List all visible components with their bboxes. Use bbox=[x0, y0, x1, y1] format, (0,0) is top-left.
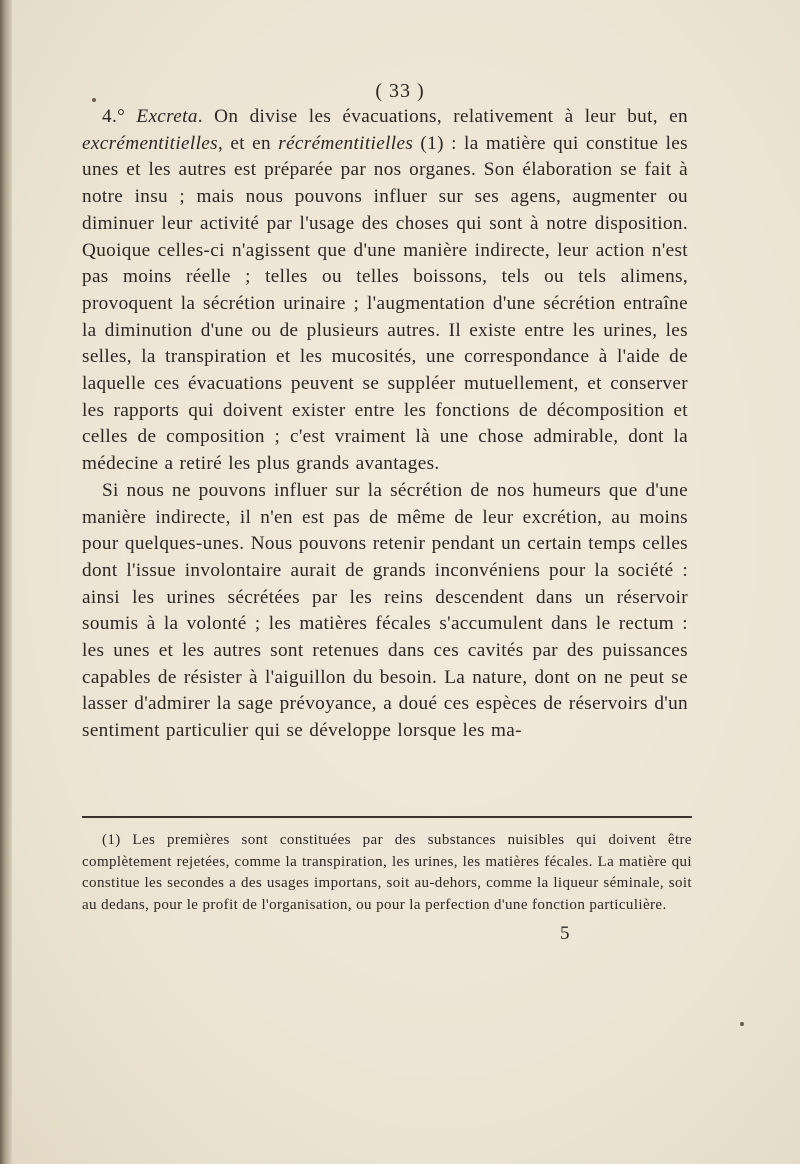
paragraph-excretion: Si nous ne pouvons influer sur la sécrétion de nos humeurs que d'une manière indirecte, il n'en est pas de même de leur excrétion, au moins pour quelques-unes. Nous pouvons retenir pendant un certain temps celles dont l'issue involontaire aurait de grands inconvéniens pour la société : ainsi les urines sécrétées par les reins descendent dans un réservoir soumis à la volonté ; les matières fécales s'accumulent dans le rectum : les unes et les autres sont retenues dans ces cavités par des puissances capables de résister à l'aiguillon du besoin. La nature, dont on ne peut se lasser d'admirer la sage prévoyance, a doué ces espèces de réservoirs d'un sentiment particulier qui se développe lorsque les ma- bbox=[82, 479, 688, 742]
footnote-text: (1) Les premières sont constituées par des substances nuisibles qui doivent être complètement rejetées, comme la transpiration, les urines, les matières fécales. La matière qui constitue les secondes a des usages importans, soit au-dehors, comme la liqueur séminale, soit au dedans, pour le profit de l'organisation, ou pour la perfection d'une fonction particulière. bbox=[82, 832, 692, 913]
emphasis-term: récrémentitielles bbox=[278, 132, 414, 154]
signature-mark: 5 bbox=[560, 923, 570, 944]
footnote-rule bbox=[82, 816, 692, 818]
page-binding-edge bbox=[0, 0, 12, 1164]
ink-speck bbox=[740, 1022, 744, 1026]
page-number: ( 33 ) bbox=[375, 80, 425, 102]
section-number: 4.° bbox=[102, 106, 137, 127]
main-text bbox=[82, 104, 688, 745]
footnote bbox=[82, 830, 692, 916]
emphasis-term: excrémentitielles bbox=[82, 132, 218, 154]
section-term: Excreta bbox=[136, 106, 198, 127]
paragraph-text: . On divise les évacuations, relativement à leur but, en bbox=[197, 106, 688, 127]
ink-speck bbox=[92, 98, 96, 102]
paragraph-excreta bbox=[82, 104, 688, 478]
paragraph-text: (1) : la matière qui constitue les unes et les autres est préparée par nos organes. Son élaboration se fait à notre insu ; mais nous pouvons influer sur ses agens, augmenter ou diminuer leur activité par l'usage des choses qui sont à notre disposition. Quoique celles-ci n'agissent que d'une manière indirecte, leur action n'est pas moins réelle ; telles ou telles boissons, tels ou tels alimens, provoquent la sécrétion urinaire ; l'augmentation d'une sécrétion entraîne la diminution d'une ou de plusieurs autres. Il existe entre les urines, les selles, la transpiration et les mucosités, une correspondance à l'aide de laquelle ces évacuations peuvent se suppléer mutuellement, et conserver les rapports qui doivent exister entre les fonctions de décomposition et celles de composition ; c'est vraiment là une chose admirable, dont la médecine a retiré les plus grands avantages. bbox=[82, 132, 688, 475]
paragraph-text: , et en bbox=[217, 132, 279, 154]
